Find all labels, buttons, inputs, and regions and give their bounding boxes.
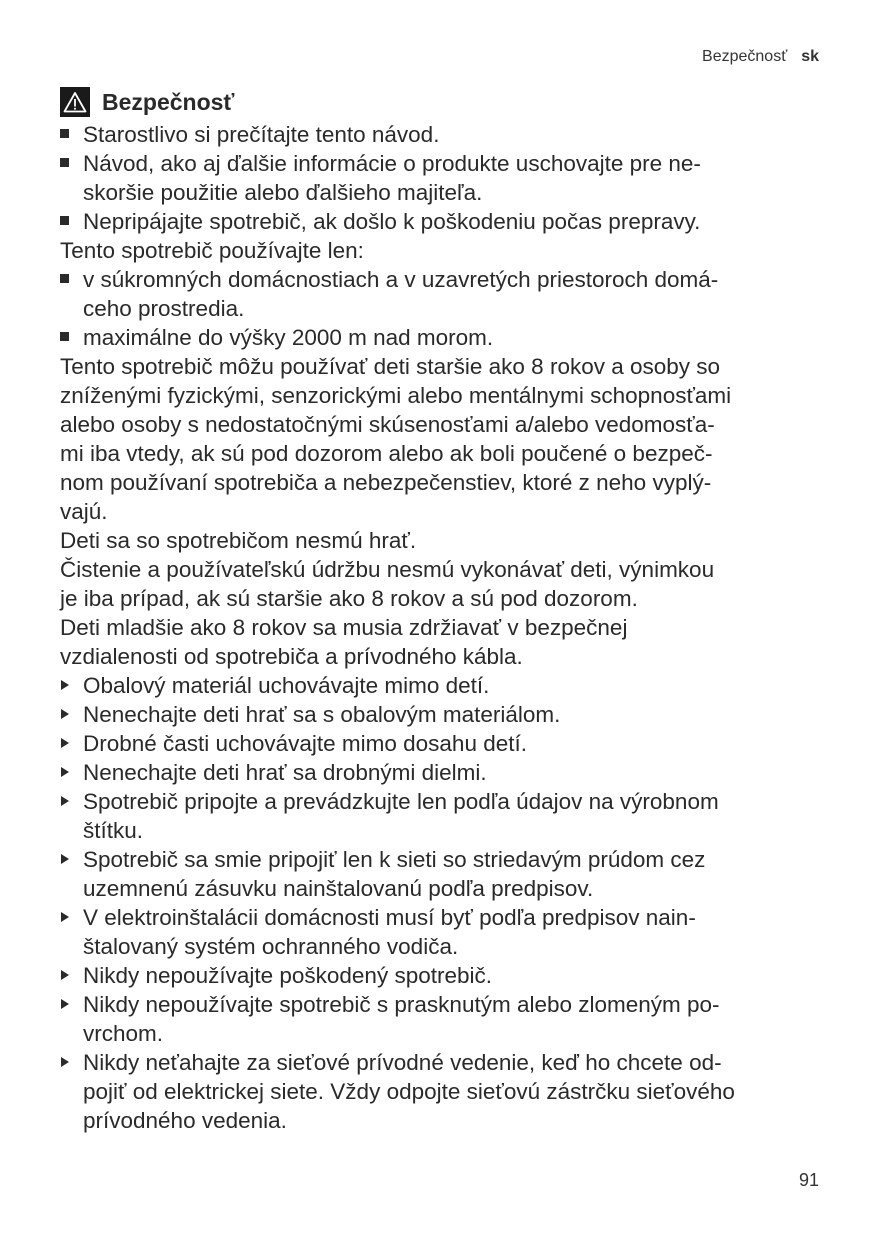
text-line: Drobné časti uchovávajte mimo dosahu detí. bbox=[83, 731, 527, 756]
text-line: v súkromných domácnostiach a v uzavretých priestoroch domá- bbox=[83, 267, 719, 292]
text-line: skoršie použitie alebo ďalšieho majiteľa. bbox=[83, 180, 483, 205]
square-bullet-icon bbox=[60, 265, 69, 294]
bullet-item bbox=[60, 120, 830, 149]
paragraph bbox=[60, 236, 830, 265]
section-heading bbox=[60, 86, 830, 118]
text-line: ceho prostredia. bbox=[83, 296, 245, 321]
triangle-arrow-icon bbox=[60, 845, 70, 874]
text-line: štalovaný systém ochranného vodiča. bbox=[83, 934, 459, 959]
text-line: Nikdy nepoužívajte poškodený spotrebič. bbox=[83, 963, 492, 988]
square-bullet-icon bbox=[60, 207, 69, 236]
section-title: Bezpečnosť bbox=[102, 88, 235, 115]
text-line: Tento spotrebič môžu používať deti staršie ako 8 rokov a osoby so bbox=[60, 354, 721, 379]
text-line: zníženými fyzickými, senzorickými alebo mentálnymi schopnosťami bbox=[60, 383, 732, 408]
triangle-arrow-icon bbox=[60, 671, 70, 700]
warning-triangle-icon bbox=[60, 87, 90, 117]
text-line: Nenechajte deti hrať sa drobnými dielmi. bbox=[83, 760, 487, 785]
header-section-title: Bezpečnosť bbox=[702, 48, 788, 65]
paragraph bbox=[60, 613, 830, 671]
text-line: je iba prípad, ak sú staršie ako 8 rokov a sú pod dozorom. bbox=[60, 586, 638, 611]
text-line: uzemnenú zásuvku nainštalovanú podľa predpisov. bbox=[83, 876, 594, 901]
text-line: vrchom. bbox=[83, 1021, 164, 1046]
bullet-item bbox=[60, 265, 830, 323]
instruction-step bbox=[60, 787, 830, 845]
text-line: Čistenie a používateľskú údržbu nesmú vykonávať deti, výnimkou bbox=[60, 557, 715, 582]
text-line: štítku. bbox=[83, 818, 144, 843]
paragraph bbox=[60, 352, 830, 526]
bullet-item bbox=[60, 323, 830, 352]
running-header bbox=[702, 48, 819, 66]
text-line: nom používaní spotrebiča a nebezpečenstiev, ktoré z neho vyplý- bbox=[60, 470, 712, 495]
text-line: vzdialenosti od spotrebiča a prívodného kábla. bbox=[60, 644, 523, 669]
triangle-arrow-icon bbox=[60, 990, 70, 1019]
text-line: Deti sa so spotrebičom nesmú hrať. bbox=[60, 528, 417, 553]
instruction-step bbox=[60, 1048, 830, 1135]
safety-text-body bbox=[60, 120, 830, 1135]
bullet-item bbox=[60, 207, 830, 236]
text-line: Deti mladšie ako 8 rokov sa musia zdržiavať v bezpečnej bbox=[60, 615, 628, 640]
text-line: Tento spotrebič používajte len: bbox=[60, 238, 364, 263]
instruction-step bbox=[60, 990, 830, 1048]
paragraph bbox=[60, 526, 830, 555]
text-line: prívodného vedenia. bbox=[83, 1108, 287, 1133]
square-bullet-icon bbox=[60, 149, 69, 178]
text-line: Nikdy nepoužívajte spotrebič s prasknutým alebo zlomeným po- bbox=[83, 992, 720, 1017]
text-line: Spotrebič pripojte a prevádzkujte len podľa údajov na výrobnom bbox=[83, 789, 719, 814]
bullet-item bbox=[60, 149, 830, 207]
triangle-arrow-icon bbox=[60, 787, 70, 816]
text-line: pojiť od elektrickej siete. Vždy odpojte sieťovú zástrčku sieťového bbox=[83, 1079, 735, 1104]
text-line: Starostlivo si prečítajte tento návod. bbox=[83, 122, 440, 147]
instruction-step bbox=[60, 700, 830, 729]
text-line: V elektroinštalácii domácnosti musí byť podľa predpisov nain- bbox=[83, 905, 696, 930]
text-line: Návod, ako aj ďalšie informácie o produkte uschovajte pre ne- bbox=[83, 151, 701, 176]
paragraph bbox=[60, 555, 830, 613]
text-line: Obalový materiál uchovávajte mimo detí. bbox=[83, 673, 490, 698]
text-line: alebo osoby s nedostatočnými skúsenosťami a/alebo vedomosťa- bbox=[60, 412, 715, 437]
square-bullet-icon bbox=[60, 120, 69, 149]
page-number: 91 bbox=[798, 1170, 819, 1190]
triangle-arrow-icon bbox=[60, 758, 70, 787]
triangle-arrow-icon bbox=[60, 903, 70, 932]
instruction-step bbox=[60, 729, 830, 758]
text-line: Nenechajte deti hrať sa s obalovým materiálom. bbox=[83, 702, 561, 727]
triangle-arrow-icon bbox=[60, 1048, 70, 1077]
text-line: vajú. bbox=[60, 499, 108, 524]
square-bullet-icon bbox=[60, 323, 69, 352]
text-line: Nikdy neťahajte za sieťové prívodné vedenie, keď ho chcete od- bbox=[83, 1050, 722, 1075]
header-language-code: sk bbox=[801, 48, 819, 65]
instruction-step bbox=[60, 671, 830, 700]
text-line: mi iba vtedy, ak sú pod dozorom alebo ak boli poučené o bezpeč- bbox=[60, 441, 713, 466]
document-content bbox=[60, 86, 830, 1135]
instruction-step bbox=[60, 903, 830, 961]
triangle-arrow-icon bbox=[60, 700, 70, 729]
instruction-step bbox=[60, 961, 830, 990]
instruction-step bbox=[60, 845, 830, 903]
text-line: Nepripájajte spotrebič, ak došlo k poškodeniu počas prepravy. bbox=[83, 209, 701, 234]
instruction-step bbox=[60, 758, 830, 787]
triangle-arrow-icon bbox=[60, 961, 70, 990]
triangle-arrow-icon bbox=[60, 729, 70, 758]
text-line: maximálne do výšky 2000 m nad morom. bbox=[83, 325, 494, 350]
text-line: Spotrebič sa smie pripojiť len k sieti so striedavým prúdom cez bbox=[83, 847, 706, 872]
